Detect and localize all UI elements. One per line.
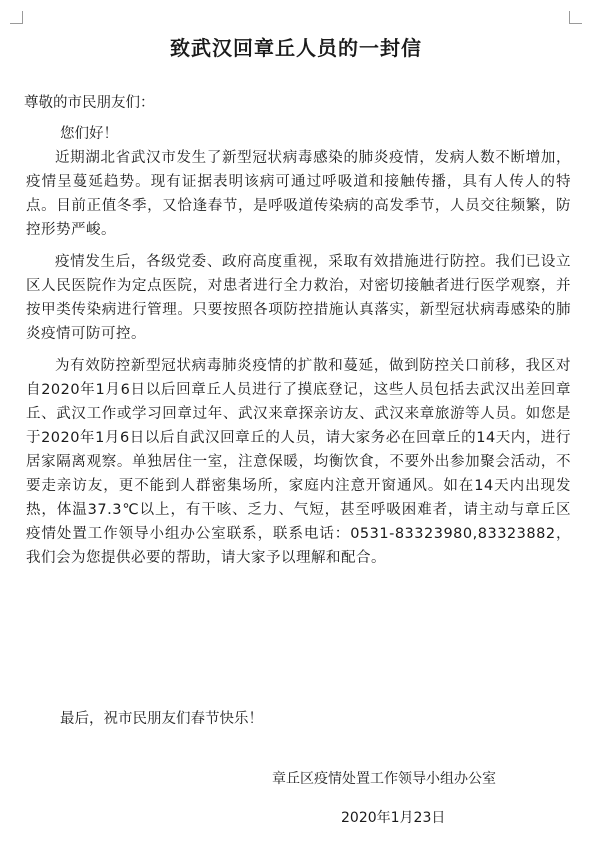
letter-title: 致武汉回章丘人员的一封信 [170,36,422,60]
letter-body [26,146,571,578]
body-paragraph: 疫情发生后，各级党委、政府高度重视，采取有效措施进行防控。我们已设立区人民医院作为定点医院，对患者进行全力救治，对密切接触者进行医学观察，并按甲类传染病进行管理。只要按照各项防控措施认真落实，新型冠状病毒感染的肺炎疫情可防可控。 [26,254,571,342]
body-paragraph: 近期湖北省武汉市发生了新型冠状病毒感染的肺炎疫情，发病人数不断增加，疫情呈蔓延趋势。现有证据表明该病可通过呼吸道和接触传播，具有人传人的特点。目前正值冬季，又恰逢春节，是呼吸道传染病的高发季节，人员交往频繁，防控形势严峻。 [26,150,571,238]
greeting: 您们好！ [60,126,118,142]
closing-wishes: 最后，祝市民朋友们春节快乐！ [60,711,263,727]
signature-date: 2020年1月23日 [341,810,446,826]
body-paragraph: 为有效防控新型冠状病毒肺炎疫情的扩散和蔓延，做到防控关口前移，我区对自2020年1月6日以后回章丘人员进行了摸底登记，这些人员包括去武汉出差回章丘、武汉工作或学习回章过年、武汉来章探亲访友、武汉来章旅游等人员。如您是于2020年1月6日以后自武汉回章丘的人员，请大家务必在回章丘的14天内，进行居家隔离观察。单独居住一室，注意保暖，均衡饮食，不要外出参加聚会活动，不要走亲访友，更不能到人群密集场所，家庭内注意开窗通风。如在14天内出现发热，体温37.3℃以上，有干咳、乏力、气短，甚至呼吸困难者，请主动与章丘区疫情处置工作领导小组办公室联系，联系电话：0531-83323980,83323882，我们会为您提供必要的帮助，请大家予以理解和配合。 [26,358,571,566]
salutation: 尊敬的市民朋友们： [24,95,155,111]
signature-organization: 章丘区疫情处置工作领导小组办公室 [272,771,496,787]
crop-mark-top-left [10,11,23,24]
crop-mark-top-right [569,11,582,24]
